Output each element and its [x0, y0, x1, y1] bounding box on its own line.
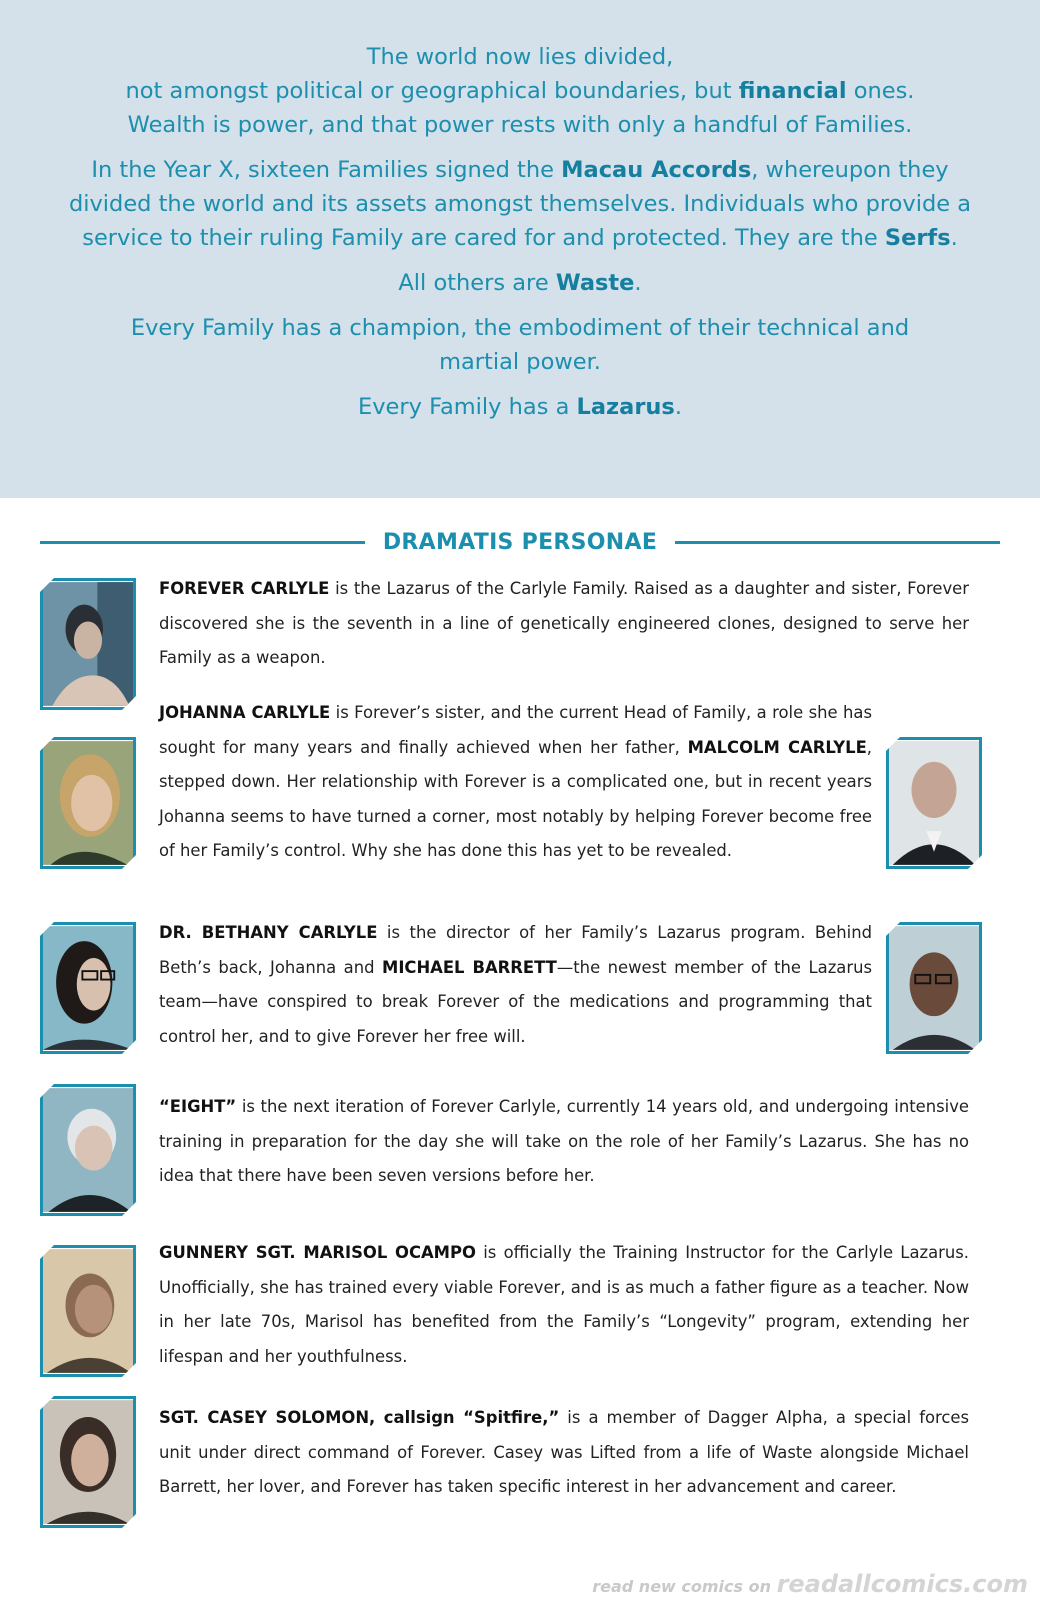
intro-emphasis: financial [738, 78, 847, 104]
intro-text: All others are [398, 270, 556, 296]
intro-line: The world now lies divided, [366, 44, 674, 70]
portrait-marisol-image [40, 1245, 136, 1377]
character-name: GUNNERY SGT. MARISOL OCAMPO [159, 1243, 476, 1262]
site-watermark [592, 1570, 1028, 1598]
intro-text: , whereupon they divided the world and its assets amongst themselves. Individuals who provide a service to their ruling Family are cared for and protected. They are the [68, 157, 972, 251]
portrait-bethany-image [40, 922, 136, 1054]
entry-marisol [159, 1236, 969, 1374]
intro-paragraph-3 [50, 266, 990, 300]
character-description: is the director of her Family’s Lazarus program. Behind Beth’s back, Johanna and [159, 923, 872, 977]
intro-text: Every Family has a champion, the embodiment of their technical and martial power. [130, 315, 910, 375]
watermark-prefix: read new comics on [592, 1577, 777, 1596]
section-heading [40, 524, 1000, 560]
character-name: MALCOLM CARLYLE [687, 737, 867, 757]
intro-text: . [674, 394, 682, 420]
intro-paragraph-4 [50, 311, 990, 379]
intro-emphasis: Waste [555, 270, 635, 296]
portrait-casey-image [40, 1396, 136, 1528]
entry-forever [159, 572, 969, 676]
intro-text: . [950, 225, 958, 251]
intro-paragraph-2 [50, 153, 990, 255]
character-description: is the Lazarus of the Carlyle Family. Raised as a daughter and sister, Forever discovered she is the seventh in a line of genetically engineered clones, designed to serve her Family as a weapon. [159, 579, 969, 667]
entry-johanna [159, 696, 872, 869]
character-description: , stepped down. Her relationship with Forever is a complicated one, but in recent years Johanna seems to have turned a corner, most notably by helping Forever become free of her Family’s control. Why she has done this has yet to be revealed. [159, 737, 873, 860]
character-name: FOREVER CARLYLE [159, 579, 330, 598]
character-name: SGT. CASEY SOLOMON, callsign “Spitfire,” [159, 1408, 560, 1427]
portrait-forever-image [40, 578, 136, 710]
intro-text: . [634, 270, 642, 296]
character-description: is officially the Training Instructor for the Carlyle Lazarus. Unofficially, she has trained every viable Forever, and is as much a father figure as a teacher. Now in her late 70s, Marisol has benefited from the Family’s “Longevity” program, extending her lifespan and her youthfulness. [159, 1243, 970, 1366]
intro-paragraph-5 [50, 390, 990, 424]
intro-emphasis: Macau Accords [561, 157, 752, 183]
character-description: is Forever’s sister, and the current Head of Family, a role she has sought for many years and finally achieved when her father, [159, 703, 872, 757]
character-name: “EIGHT” [159, 1097, 237, 1116]
portrait-johanna-image [40, 737, 136, 869]
heading-rule-right [675, 541, 1000, 544]
portrait-michael-image [886, 922, 982, 1054]
entry-eight [159, 1090, 969, 1194]
intro-line: Wealth is power, and that power rests with only a handful of Families. [127, 112, 913, 138]
intro-emphasis: Lazarus [576, 394, 675, 420]
character-name: DR. BETHANY CARLYLE [159, 923, 378, 942]
character-name: MICHAEL BARRETT [382, 957, 557, 977]
character-description: is the next iteration of Forever Carlyle, currently 14 years old, and undergoing intensive training in preparation for the day she will take on the role of her Family’s Lazarus. She has no idea that there have been seven versions before her. [159, 1097, 969, 1185]
character-description: is a member of Dagger Alpha, a special forces unit under direct command of Forever. Casey was Lifted from a life of Waste alongside Michael Barrett, her lover, and Forever has taken specific interest in her advancement and career. [159, 1408, 970, 1496]
intro-panel [0, 0, 1040, 498]
entry-casey [159, 1401, 969, 1505]
intro-line: not amongst political or geographical boundaries, but [125, 78, 739, 104]
intro-paragraph-1 [50, 40, 990, 142]
heading-rule-left [40, 541, 365, 544]
character-description: —the newest member of the Lazarus team—have conspired to break Forever of the medications and programming that control her, and to give Forever her free will. [159, 957, 873, 1046]
intro-text: In the Year X, sixteen Families signed the [91, 157, 562, 183]
intro-text: Every Family has a [358, 394, 577, 420]
intro-line: ones. [846, 78, 915, 104]
character-name: JOHANNA CARLYLE [159, 703, 331, 722]
section-title: DRAMATIS PERSONAE [382, 529, 658, 555]
portrait-eight-image [40, 1084, 136, 1216]
portrait-malcolm-image [886, 737, 982, 869]
entry-bethany [159, 916, 872, 1054]
watermark-site: readallcomics.com [776, 1570, 1028, 1598]
intro-emphasis: Serfs [884, 225, 951, 251]
